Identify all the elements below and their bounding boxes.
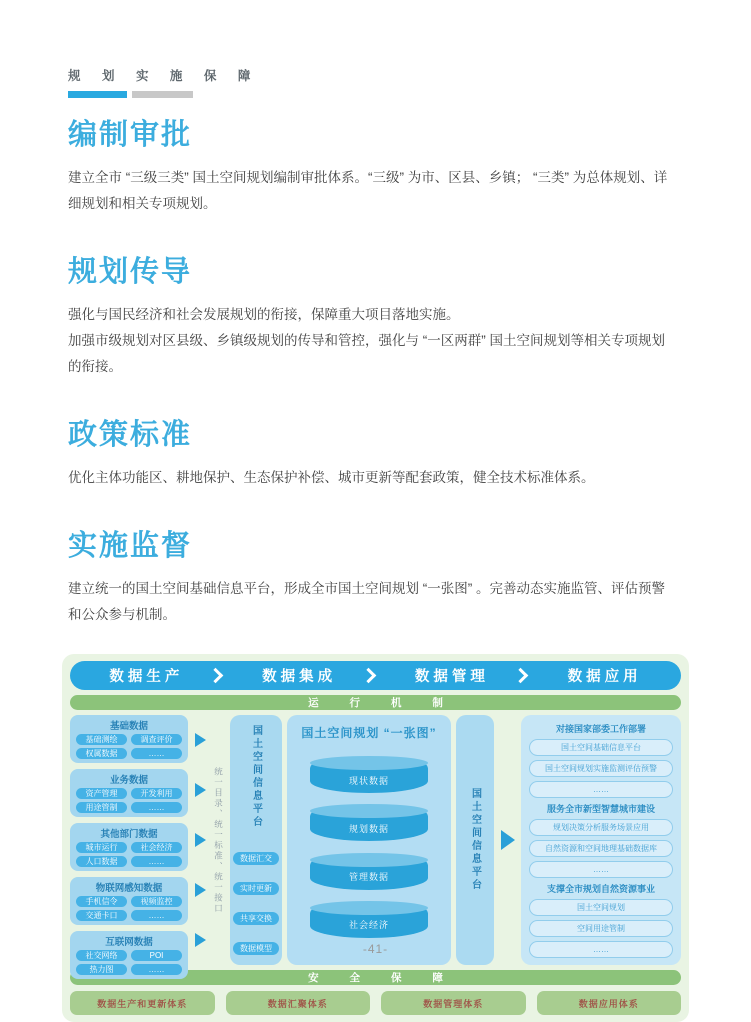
- source-item-pill: 权属数据: [76, 748, 127, 759]
- data-cylinder-management: [310, 860, 428, 890]
- data-flow-row: [70, 661, 681, 690]
- kicker-bar-blue: [68, 91, 127, 98]
- page-number: -41-: [362, 942, 389, 956]
- one-map-box: [287, 715, 451, 965]
- source-item-grid: [76, 734, 182, 759]
- application-group-title: 服务全市新型智慧城市建设: [546, 804, 655, 814]
- section-title: 规划传导: [68, 256, 193, 288]
- cylinder-label: 管理数据: [348, 872, 389, 883]
- source-item-grid: [76, 842, 182, 867]
- source-item-pill: 用途管制: [76, 802, 127, 813]
- source-item-pill: 交通卡口: [76, 910, 127, 921]
- section-body: [68, 302, 668, 380]
- section-paragraph: 优化主体功能区、耕地保护、生态保护补偿、城市更新等配套政策，健全技术标准体系。: [68, 470, 595, 485]
- source-item-pill: 热力图: [76, 964, 127, 975]
- application-item: 国土空间基础信息平台: [529, 739, 673, 756]
- data-cylinder-current-status: [310, 763, 428, 793]
- source-item-pill: POI: [131, 950, 182, 961]
- source-item-pill: 视频监控: [131, 896, 182, 907]
- application-group-national: [529, 722, 673, 798]
- application-item: ……: [529, 941, 673, 958]
- arrow-right-icon: [195, 883, 206, 897]
- section-implementation-supervision: [68, 523, 689, 628]
- system-data-production-update: 数据生产和更新体系: [70, 991, 215, 1015]
- application-item: 国土空间规划实施监测评估预警: [529, 760, 673, 777]
- platform-function-pill: 共享交换: [233, 912, 279, 925]
- application-item: ……: [529, 781, 673, 798]
- one-map-platform-diagram: [62, 654, 689, 1022]
- source-item-pill: 城市运行: [76, 842, 127, 853]
- source-item-pill: ……: [131, 964, 182, 975]
- application-item: 规划决策分析服务场景应用: [529, 819, 673, 836]
- section-paragraph: 强化与国民经济和社会发展规划的衔接，保障重大项目落地实施。: [68, 307, 460, 322]
- kicker-underline: [68, 91, 689, 98]
- section-paragraph: 加强市级规划对区县级、乡镇级规划的传导和管控，强化与 “一区两群” 国土空间规划等相关专项规划的衔接。: [68, 333, 665, 374]
- source-item-pill: 社交网络: [76, 950, 127, 961]
- one-map-title: 国土空间规划 “一张图”: [301, 726, 437, 740]
- source-item-pill: 基础测绘: [76, 734, 127, 745]
- arrow-right-icon: [501, 830, 515, 850]
- section-title: 政策标准: [68, 419, 193, 451]
- source-item-grid: [76, 788, 182, 813]
- source-item-pill: 人口数据: [76, 856, 127, 867]
- spatial-info-platform-right-box: [456, 715, 494, 965]
- data-cylinder-planning: [310, 811, 428, 841]
- platform-function-pill: 数据汇交: [233, 852, 279, 865]
- flow-step-data-integration: 数据集成: [262, 669, 337, 685]
- page-kicker: 规 划 实 施 保 障: [68, 69, 260, 83]
- data-layer-stack: [299, 741, 439, 956]
- unify-note-column: [212, 715, 225, 965]
- source-item-pill: ……: [131, 802, 182, 813]
- platform-function-pill: 数据模型: [233, 942, 279, 955]
- source-arrows-column: [193, 715, 207, 965]
- platform-output-arrow-column: [499, 715, 516, 965]
- platform-function-pill: 实时更新: [233, 882, 279, 895]
- data-cylinder-socioeconomic: [310, 908, 428, 938]
- source-group-title: 互联网数据: [105, 937, 153, 948]
- source-item-pill: ……: [131, 748, 182, 759]
- flow-step-data-production: 数据生产: [109, 669, 184, 685]
- application-group-title: 支撑全市规划自然资源事业: [546, 884, 655, 894]
- application-item: ……: [529, 861, 673, 878]
- source-group-title: 其他部门数据: [100, 829, 158, 840]
- application-column: [521, 715, 681, 965]
- flow-step-data-management: 数据管理: [414, 669, 489, 685]
- flow-step-data-application: 数据应用: [567, 669, 642, 685]
- system-data-application: 数据应用体系: [537, 991, 682, 1015]
- source-item-pill: ……: [131, 856, 182, 867]
- platform-function-list: [233, 852, 279, 955]
- section-body: [68, 576, 668, 628]
- diagram-main-area: [70, 715, 681, 974]
- section-body: [68, 165, 668, 217]
- source-group-title: 物联网感知数据: [95, 883, 163, 894]
- source-group-business-data: [70, 769, 188, 817]
- source-group-iot-data: [70, 877, 188, 925]
- section-compilation-approval: [68, 112, 689, 217]
- source-group-title: 基础数据: [109, 721, 148, 732]
- application-item: 自然资源和空间地理基础数据库: [529, 840, 673, 857]
- system-data-aggregation: 数据汇聚体系: [226, 991, 371, 1015]
- section-planning-transmission: [68, 249, 689, 380]
- source-item-pill: 资产管理: [76, 788, 127, 799]
- source-group-basic-data: [70, 715, 188, 763]
- application-item: 国土空间规划: [529, 899, 673, 916]
- section-paragraph: 建立统一的国土空间基础信息平台，形成全市国土空间规划 “一张图” 。完善动态实施监管、评估预警和公众参与机制。: [68, 581, 665, 622]
- section-policy-standards: [68, 412, 689, 491]
- source-item-pill: 开发利用: [131, 788, 182, 799]
- source-item-pill: 调查评价: [131, 734, 182, 745]
- cylinder-label: 现状数据: [348, 775, 389, 786]
- kicker-bar-gray: [132, 91, 193, 98]
- data-source-column: [70, 715, 188, 974]
- application-group-title: 对接国家部委工作部署: [555, 724, 646, 734]
- system-row: [70, 991, 681, 1015]
- spatial-info-platform-left-box: [230, 715, 282, 965]
- section-paragraph: 建立全市 “三级三类” 国土空间规划编制审批体系。“三级” 为市、区县、乡镇； “三类” 为总体规划、详细规划和相关专项规划。: [68, 170, 668, 211]
- platform-title: 国土空间信息平台: [469, 788, 481, 892]
- source-group-title: 业务数据: [109, 775, 148, 786]
- unify-note: 统一目录、统一标准、统一接口: [213, 766, 224, 914]
- section-title: 实施监督: [68, 530, 193, 562]
- source-item-pill: ……: [131, 910, 182, 921]
- platform-title: 国土空间信息平台: [250, 725, 262, 829]
- security-guarantee-bar: 安 全 保 障: [70, 970, 681, 985]
- cylinder-label: 规划数据: [348, 823, 389, 834]
- arrow-right-icon: [195, 833, 206, 847]
- arrow-right-icon: [195, 733, 206, 747]
- arrow-right-icon: [195, 783, 206, 797]
- section-body: [68, 465, 668, 491]
- application-item: 空间用途管制: [529, 920, 673, 937]
- source-item-pill: 手机信令: [76, 896, 127, 907]
- source-group-other-department-data: [70, 823, 188, 871]
- source-item-pill: 社会经济: [131, 842, 182, 853]
- cylinder-label: 社会经济: [348, 920, 389, 931]
- source-item-grid: [76, 896, 182, 921]
- section-title: 编制审批: [68, 119, 193, 151]
- operation-mechanism-bar: 运 行 机 制: [70, 695, 681, 710]
- application-group-smart-city: [529, 802, 673, 878]
- system-data-management: 数据管理体系: [381, 991, 526, 1015]
